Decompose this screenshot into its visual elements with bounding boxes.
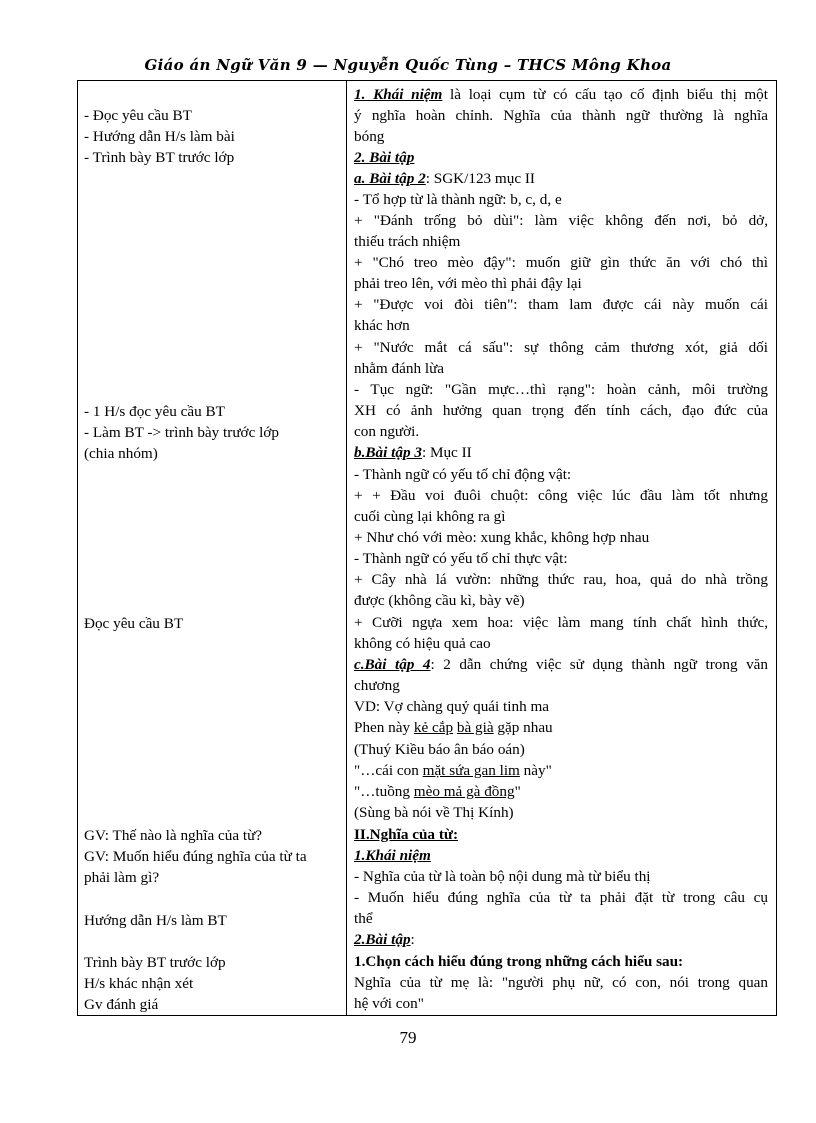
content-line: + "Đánh trống bỏ dùi": làm việc không đến nơi, bỏ dở, <box>354 212 768 229</box>
content-line: VD: Vợ chàng quỷ quái tinh ma <box>354 698 550 715</box>
heading-bai-tap-2: a. Bài tập 2 <box>354 170 426 187</box>
text: gặp nhau <box>493 719 553 736</box>
underlined-idiom: mặt sứa gan lim <box>422 762 520 779</box>
content-line <box>354 929 768 950</box>
content-line <box>354 781 768 802</box>
content-line: chương <box>354 677 400 694</box>
page-number: 79 <box>399 1028 417 1047</box>
content-line: - Tục ngữ: "Gần mực…thì rạng": hoàn cảnh, môi trường <box>354 381 768 398</box>
content-line: cuối cùng lại không ra gì <box>354 508 506 525</box>
heading-bai-tap-3: b.Bài tập 3 <box>354 444 422 461</box>
heading-nghia-cua-tu: II.Nghĩa của từ: <box>354 826 459 843</box>
content-line: + "Chó treo mèo đậy": muốn giữ gìn thức ăn với chó thì <box>354 254 768 271</box>
text: là loại cụm từ có cấu tạo cố định biểu thị một <box>442 86 768 103</box>
content-line: XH có ảnh hưởng quan trọng đến tính cách, đạo đức của <box>354 402 768 419</box>
content-line: hệ với con" <box>354 995 424 1012</box>
activity-line: - 1 H/s đọc yêu cầu BT <box>84 403 225 420</box>
content-line: + Cưỡi ngựa xem hoa: việc làm mang tính chất hình thức, <box>354 614 768 631</box>
activity-line: H/s khác nhận xét <box>84 975 194 992</box>
content-line: bóng <box>354 128 385 145</box>
content-line: - Thành ngữ có yếu tố chỉ thực vật: <box>354 550 568 567</box>
activity-line: GV: Muốn hiểu đúng nghĩa của từ ta <box>84 848 307 865</box>
heading-khai-niem-2: 1.Khái niệm <box>354 847 431 864</box>
content-line: phải treo lên, với mèo thì phải đậy lại <box>354 275 582 292</box>
content-line: (Sùng bà nói về Thị Kính) <box>354 804 514 821</box>
activity-line: Hướng dẫn H/s làm BT <box>84 912 227 929</box>
content-line: - Nghĩa của từ là toàn bộ nội dung mà từ biểu thị <box>354 868 651 885</box>
content-line: + + Đầu voi đuôi chuột: công việc lúc đầu làm tốt nhưng <box>354 487 768 504</box>
content-line: (Thuý Kiều báo ân báo oán) <box>354 741 525 758</box>
content-line <box>354 951 768 972</box>
text: này" <box>519 762 552 779</box>
activity-line: Trình bày BT trước lớp <box>84 954 226 971</box>
lesson-table <box>77 80 777 1016</box>
content-line: - Tổ hợp từ là thành ngữ: b, c, d, e <box>354 191 562 208</box>
content-line <box>354 760 768 781</box>
heading-bai-tap-2-section: 2.Bài tập <box>354 931 411 948</box>
content-line: được (không cầu kì, bày vẽ) <box>354 592 525 609</box>
content-line: không có hiệu quả cao <box>354 635 491 652</box>
content-line: con người. <box>354 423 420 440</box>
content-line: - Muốn hiểu đúng nghĩa của từ ta phải đặt từ trong câu cụ <box>354 889 768 906</box>
activity-line: - Trình bày BT trước lớp <box>84 149 235 166</box>
content-line <box>354 824 768 845</box>
content-line: ý nghĩa hoàn chỉnh. Nghĩa của thành ngữ thường là nghĩa <box>354 107 768 124</box>
heading-bai-tap: 2. Bài tập <box>354 149 415 166</box>
content-line <box>354 717 768 738</box>
text: "…cái con <box>354 762 423 779</box>
content-line <box>354 845 768 866</box>
exercise-question: 1.Chọn cách hiểu đúng trong những cách hiểu sau: <box>354 953 684 970</box>
content-line: + "Nước mắt cá sấu": sự thông cảm thương xót, giả dối <box>354 339 768 356</box>
activity-line: Đọc yêu cầu BT <box>84 615 184 632</box>
text: : <box>410 931 415 948</box>
content-line: + Cây nhà lá vườn: những thức rau, hoa, quả do nhà trồng <box>354 571 768 588</box>
underlined-idiom: kẻ cắp <box>413 719 454 736</box>
content-line: Nghĩa của từ mẹ là: "người phụ nữ, có con, nói trong quan <box>354 974 768 991</box>
activity-line: GV: Thế nào là nghĩa của từ? <box>84 827 263 844</box>
text: : 2 dẫn chứng việc sử dụng thành ngữ trong văn <box>430 656 768 673</box>
activity-line: Gv đánh giá <box>84 996 159 1013</box>
page-header: Giáo án Ngữ Văn 9 — Nguyễn Quốc Tùng – THCS Mông Khoa <box>144 56 672 74</box>
content-line: thiếu trách nhiệm <box>354 233 461 250</box>
activity-line: - Đọc yêu cầu BT <box>84 107 192 124</box>
content-line <box>354 84 768 105</box>
content-line <box>354 654 768 675</box>
content-line <box>354 147 768 168</box>
activity-line: (chia nhóm) <box>84 445 158 462</box>
text: : Mục II <box>421 444 472 461</box>
column-divider <box>346 81 347 1015</box>
heading-bai-tap-4: c.Bài tập 4 <box>354 656 431 673</box>
underlined-idiom: bà già <box>456 719 494 736</box>
content-line: khác hơn <box>354 317 410 334</box>
activity-line: - Làm BT -> trình bày trước lớp <box>84 424 279 441</box>
text: : SGK/123 mục II <box>425 170 535 187</box>
activity-line: - Hướng dẫn H/s làm bài <box>84 128 235 145</box>
content-line: thể <box>354 910 373 927</box>
text: " <box>514 783 521 800</box>
text: "…tuồng <box>354 783 414 800</box>
content-line: - Thành ngữ có yếu tố chỉ động vật: <box>354 466 572 483</box>
heading-khai-niem: 1. Khái niệm <box>354 86 443 103</box>
text: Phen này <box>354 719 414 736</box>
underlined-idiom: mèo mả gà đồng <box>413 783 515 800</box>
activity-line: phải làm gì? <box>84 869 160 886</box>
content-line: + "Được voi đòi tiên": tham lam được cái này muốn cái <box>354 296 768 313</box>
content-line <box>354 442 768 463</box>
content-line: + Như chó với mèo: xung khắc, không hợp nhau <box>354 529 650 546</box>
content-line: nhằm đánh lừa <box>354 360 445 377</box>
content-line <box>354 168 768 189</box>
